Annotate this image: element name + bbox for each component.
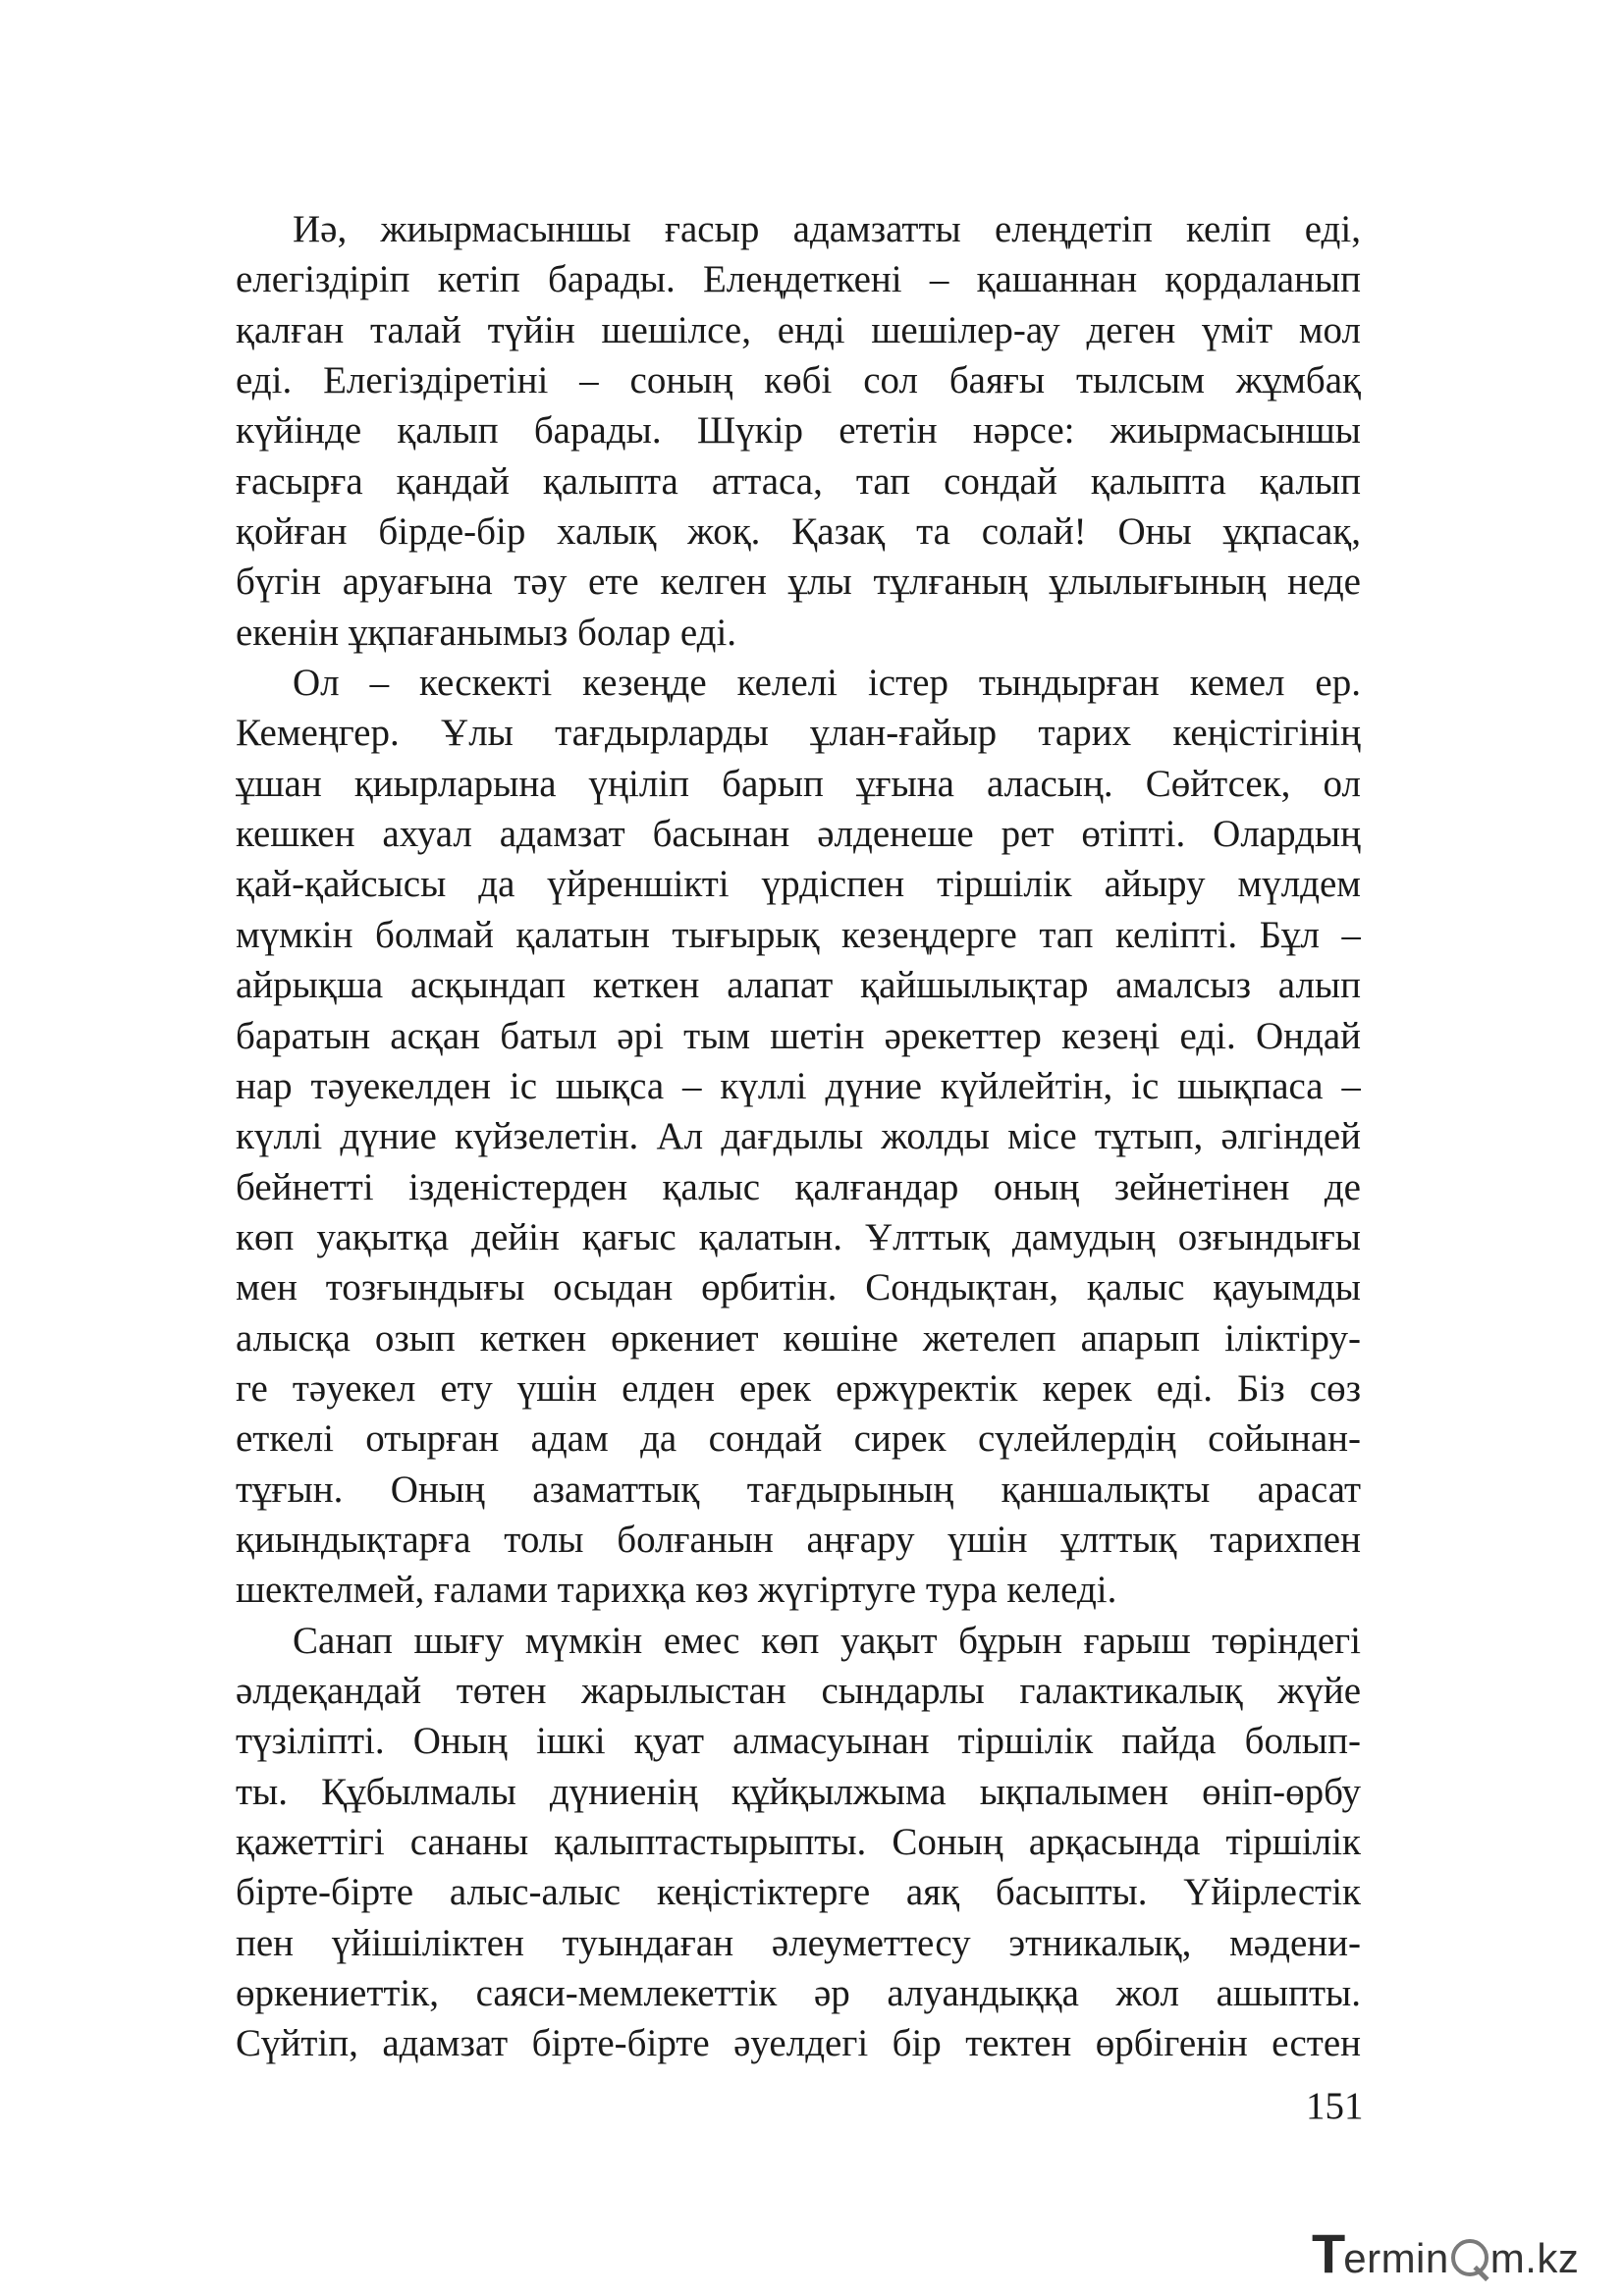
text-line: Сүйтіп, адамзат бірте-бірте әуелдегі бір тектен өрбігенін естен — [236, 2022, 1361, 2065]
text-line: Иә, жиырмасыншы ғасыр адамзатты елеңдетіп келіп еді, — [293, 208, 1361, 250]
text-line: алысқа озып кеткен өркениет көшіне жетелеп апарып іліктіру- — [236, 1316, 1361, 1360]
text-line: бейнетті ізденістерден қалыс қалғандар оның зейнетінен де — [236, 1165, 1361, 1208]
text-line: Санап шығу мүмкін емес көп уақыт бұрын ғарыш төріндегі — [293, 1619, 1361, 1662]
text-line: айрықша асқындап кеткен алапат қайшылықтар амалсыз алып — [236, 964, 1361, 1007]
text-line: мен тозғындығы осыдан өрбитін. Сондықтан, қалыс қауымды — [236, 1266, 1361, 1309]
text-line: пен үйішіліктен туындаған әлеуметтесу этникалық, мәдени- — [236, 1921, 1361, 1964]
text-line: елегіздіріп кетіп барады. Елеңдеткені – қашаннан қордаланып — [236, 258, 1361, 301]
text-line: ты. Құбылмалы дүниенің құйқылжыма ықпалымен өніп-өрбу — [236, 1770, 1361, 1813]
page-body — [236, 204, 1361, 2069]
text-line: кешкен ахуал адамзат басынан әлденеше рет өтіпті. Олардың — [236, 813, 1361, 856]
text-line: қойған бірде-бір халық жоқ. Қазақ та солай! Оны ұқпасақ, — [236, 510, 1361, 554]
text-line: Кемеңгер. Ұлы тағдырларды ұлан-ғайыр тарих кеңістігінің — [236, 712, 1361, 755]
watermark-text-start: ermin — [1343, 2235, 1449, 2281]
text-line: қай-қайсысы да үйреншікті үрдіспен тіршілік айыру мүлдем — [236, 863, 1361, 906]
text-line: өркениеттік, саяси-мемлекеттік әр алуандыққа жол ашыпты. — [236, 1972, 1361, 2015]
text-line: еткелі отырған адам да сондай сирек сүлейлердің сойынан- — [236, 1417, 1361, 1461]
text-line: бірте-бірте алыс-алыс кеңістіктерге аяқ басыпты. Үйірлестік — [236, 1871, 1361, 1914]
text-line: көп уақытқа дейін қағыс қалатын. Ұлттық дамудың озғындығы — [236, 1215, 1361, 1258]
text-line: қалған талай түйін шешілсе, енді шешілер-ау деген үміт мол — [236, 308, 1361, 351]
watermark-initial: T — [1312, 2222, 1344, 2284]
page-number: 151 — [1306, 2085, 1364, 2127]
text-line: еді. Елегіздіретіні – соның көбі сол баяғы тылсым жұмбақ — [236, 359, 1361, 402]
text-line: ге тәуекел ету үшін елден ерек ержүректік керек еді. Біз сөз — [236, 1366, 1361, 1410]
text-line: баратын асқан батыл әрі тым шетін әрекеттер кезеңі еді. Ондай — [236, 1014, 1361, 1057]
text-line: күллі дүние күйзелетін. Ал дағдылы жолды місе тұтып, әлгіндей — [236, 1115, 1361, 1158]
text-line: түзіліпті. Оның ішкі қуат алмасуынан тіршілік пайда болып- — [236, 1720, 1361, 1763]
magnifier-icon — [1451, 2239, 1489, 2276]
text-line: бүгін аруағына тәу ете келген ұлы тұлғаның ұлылығының неде — [236, 561, 1361, 604]
text-line: шектелмей, ғалами тарихқа көз жүгіртуге тура келеді. — [236, 1569, 1117, 1612]
text-line: Ол – кескекті кезеңде келелі істер тындырған кемел ер. — [293, 662, 1361, 705]
text-line: тұғын. Оның азаматтық тағдырының қаншалықты арасат — [236, 1468, 1361, 1511]
text-line: мүмкін болмай қалатын тығырық кезеңдерге тап келіпті. Бұл – — [236, 913, 1361, 956]
text-line: ұшан қиырларына үңіліп барып ұғына аласың. Сөйтсек, ол — [236, 762, 1361, 805]
text-line: нар тәуекелден іс шықса – күллі дүние күйлейтін, іс шықпаса – — [236, 1064, 1361, 1107]
text-line: әлдеқандай төтен жарылыстан сындарлы галактикалық жүйе — [236, 1669, 1361, 1712]
watermark-text-end: m.kz — [1489, 2235, 1580, 2281]
watermark-logo — [1312, 2222, 1580, 2284]
text-line: ғасырға қандай қалыпта аттаса, тап сондай қалыпта қалып — [236, 459, 1361, 503]
text-line: күйінде қалып барады. Шүкір ететін нәрсе: жиырмасыншы — [236, 409, 1361, 453]
text-line: екенін ұқпағанымыз болар еді. — [236, 611, 737, 654]
text-line: қиындықтарға толы болғанын аңғару үшін ұлттық тарихпен — [236, 1518, 1361, 1561]
text-line: қажеттігі сананы қалыптастырыпты. Соның арқасында тіршілік — [236, 1821, 1361, 1863]
